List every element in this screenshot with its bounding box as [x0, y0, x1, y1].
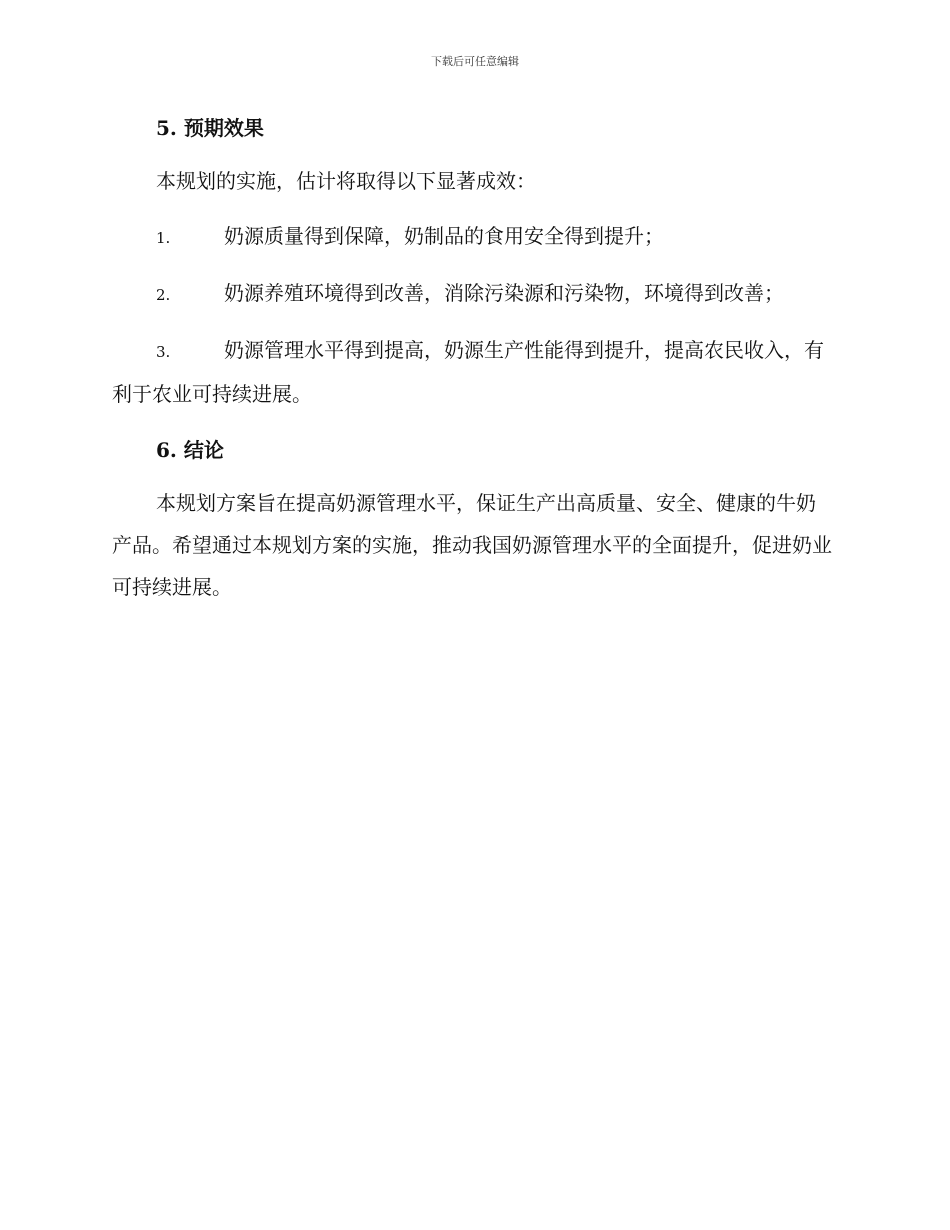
list-number: 3.	[156, 343, 171, 361]
list-item-text: 奶源管理水平得到提高，奶源生产性能得到提升，提高农民收入，有利于农业可持续进展。	[112, 338, 824, 406]
list-item	[112, 329, 832, 415]
list-number: 1.	[156, 229, 171, 247]
section-heading-conclusion: 6. 结论	[156, 438, 224, 462]
expected-effects-intro: 本规划的实施，估计将取得以下显著成效：	[156, 169, 536, 193]
document-body	[112, 106, 832, 608]
list-item	[112, 215, 832, 259]
list-item	[112, 272, 832, 316]
section-heading-expected-effects: 5. 预期效果	[156, 116, 264, 140]
list-item-text: 奶源质量得到保障，奶制品的食用安全得到提升；	[224, 224, 664, 248]
list-number: 2.	[156, 286, 171, 304]
page-header: 下载后可任意编辑	[431, 55, 519, 68]
list-item-text: 奶源养殖环境得到改善，消除污染源和污染物，环境得到改善；	[224, 281, 784, 305]
conclusion-body: 本规划方案旨在提高奶源管理水平，保证生产出高质量、安全、健康的牛奶产品。希望通过本规划方案的实施，推动我国奶源管理水平的全面提升，促进奶业可持续进展。	[112, 491, 832, 599]
